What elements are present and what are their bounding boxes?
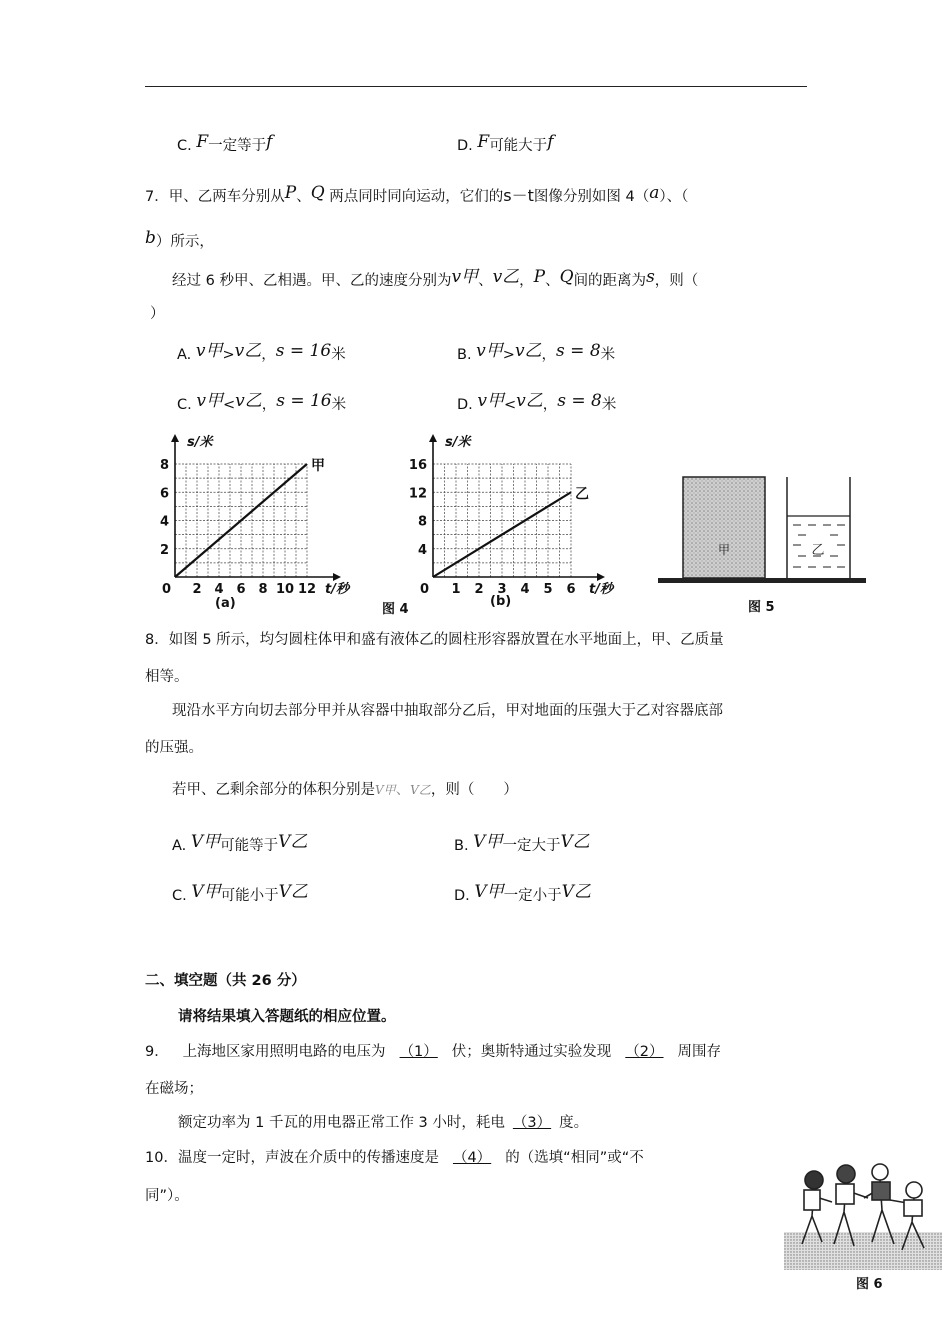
q7-stem-line1: 7．甲、乙两车分别从P、Q 两点同时同向运动，它们的s－t图像分别如图 4（a）、（ xyxy=(145,183,689,205)
section2-title: 二、填空题（共 26 分） xyxy=(145,973,306,989)
fig4a-y-tick-label: 8 xyxy=(159,458,169,473)
q9-blank-2: （2） xyxy=(625,1044,664,1060)
fig6-caption: 图 6 xyxy=(856,1277,883,1292)
cylinder-jia xyxy=(683,477,765,578)
q8-line2: 相等。 xyxy=(145,669,189,685)
ground xyxy=(658,578,866,583)
q8-line5: 若甲、乙剩余部分的体积分别是V甲、V乙，则（ ） xyxy=(172,782,518,798)
q6-option-c: C. F一定等于f xyxy=(177,132,273,154)
fig4-caption: 图 4 xyxy=(382,602,409,617)
q8-option-a: A. V甲可能等于V乙 xyxy=(172,832,308,854)
fig4a-x-tick-label: 4 xyxy=(214,582,224,597)
fig4b-y-tick-label: 4 xyxy=(417,542,427,558)
q8-line1: 8．如图 5 所示，均匀圆柱体甲和盛有液体乙的圆柱形容器放置在水平地面上，甲、乙质量 xyxy=(145,632,724,648)
fig4a-x-tick-label: 8 xyxy=(258,582,268,597)
fig4a-x-tick-label: 6 xyxy=(236,582,246,597)
q8-option-b: B. V甲一定大于V乙 xyxy=(454,832,590,854)
fig4b-sublabel: (b) xyxy=(490,594,512,609)
fig4b-y-axis-label: s/米 xyxy=(445,435,471,450)
fig4a-chart xyxy=(150,418,390,618)
q7-option-d: D. v甲<v乙，s = 8米 xyxy=(457,391,617,413)
section2-instruction: 请将结果填入答题纸的相应位置。 xyxy=(178,1009,396,1025)
fig4b-series-label: 乙 xyxy=(575,486,589,503)
q9-blank-3: （3） xyxy=(512,1115,552,1131)
fig6-illustration xyxy=(784,1158,942,1270)
fig4a-x-arrow xyxy=(333,573,341,581)
fig4a-sublabel: (a) xyxy=(215,596,236,611)
fig4a-y-arrow xyxy=(171,434,179,442)
fig4a-series-label: 甲 xyxy=(311,458,325,474)
q9-blank-1: （1） xyxy=(399,1044,438,1060)
q8-line3: 现沿水平方向切去部分甲并从容器中抽取部分乙后，甲对地面的压强大于乙对容器底部 xyxy=(172,703,723,719)
q7-option-c: C. v甲<v乙，s = 16米 xyxy=(177,391,347,413)
fig4a-x-tick-label: 10 xyxy=(275,582,295,597)
q8-option-d: D. V甲一定小于V乙 xyxy=(454,882,591,904)
q6-option-d: D. F可能大于f xyxy=(457,132,554,154)
fig4b-x-arrow xyxy=(597,573,605,581)
fig4a-y-tick-label: 4 xyxy=(159,514,169,530)
fig4b-x-tick-label: 5 xyxy=(543,582,553,597)
fig4a-x-tick-label: 2 xyxy=(192,582,202,597)
fig4a-x-tick-label: 12 xyxy=(297,582,317,597)
q9-line1: 9． 上海地区家用照明电路的电压为 （1） 伏；奥斯特通过实验发现 （2） 周围存 xyxy=(145,1040,721,1061)
fig5-jia-label: 甲 xyxy=(717,543,731,557)
fig4b-x-tick-label: 1 xyxy=(451,582,461,597)
fig5-diagram xyxy=(655,470,870,590)
q9-line2: 在磁场； xyxy=(145,1081,203,1097)
fig5-yi-label: 乙 xyxy=(811,543,825,558)
q7-stem-line2: b）所示， xyxy=(145,228,214,250)
q7-stem-line3: 经过 6 秒甲、乙相遇。甲、乙的速度分别为v甲、v乙，P、Q间的距离为s，则（ xyxy=(172,267,699,289)
fig4b-y-arrow xyxy=(429,434,437,442)
q10-line1: 10．温度一定时，声波在介质中的传播速度是 （4） 的（选填“相同”或“不 xyxy=(145,1146,644,1167)
top-rule xyxy=(145,86,807,87)
fig4b-x-tick-label: 6 xyxy=(566,582,576,597)
fig4a-y-axis-label: s/米 xyxy=(187,435,213,450)
fig4b-chart xyxy=(405,418,640,618)
fig4b-x-tick-label: 3 xyxy=(497,582,507,597)
fig4b-y-tick-label: 12 xyxy=(408,486,427,502)
q10-line2: 同”）。 xyxy=(145,1188,189,1204)
fig4b-x-tick-label: 4 xyxy=(520,582,530,597)
fig4b-x-axis-label: t/秒 xyxy=(589,582,613,597)
fig4b-y-tick-label: 16 xyxy=(408,458,427,473)
fig4b-origin-label: 0 xyxy=(419,582,429,597)
q7-option-a: A. v甲>v乙，s = 16米 xyxy=(177,341,346,363)
fig4a-x-axis-label: t/秒 xyxy=(325,582,349,597)
q7-option-b: B. v甲>v乙，s = 8米 xyxy=(457,341,616,363)
fig4a-origin-label: 0 xyxy=(161,582,171,597)
fig5-caption: 图 5 xyxy=(748,600,775,615)
q8-option-c: C. V甲可能小于V乙 xyxy=(172,882,308,904)
fig6-ground xyxy=(784,1232,942,1270)
fig4b-x-tick-label: 2 xyxy=(474,582,484,597)
fig4a-y-tick-label: 6 xyxy=(159,486,169,502)
q10-blank-4: （4） xyxy=(452,1150,492,1166)
q9-line3: 额定功率为 1 千瓦的用电器正常工作 3 小时，耗电 （3） 度。 xyxy=(178,1111,588,1132)
fig4b-y-tick-label: 8 xyxy=(417,514,427,530)
q8-line4: 的压强。 xyxy=(145,740,203,756)
fig4a-y-tick-label: 2 xyxy=(159,542,169,558)
q7-close-paren: ） xyxy=(150,306,165,322)
